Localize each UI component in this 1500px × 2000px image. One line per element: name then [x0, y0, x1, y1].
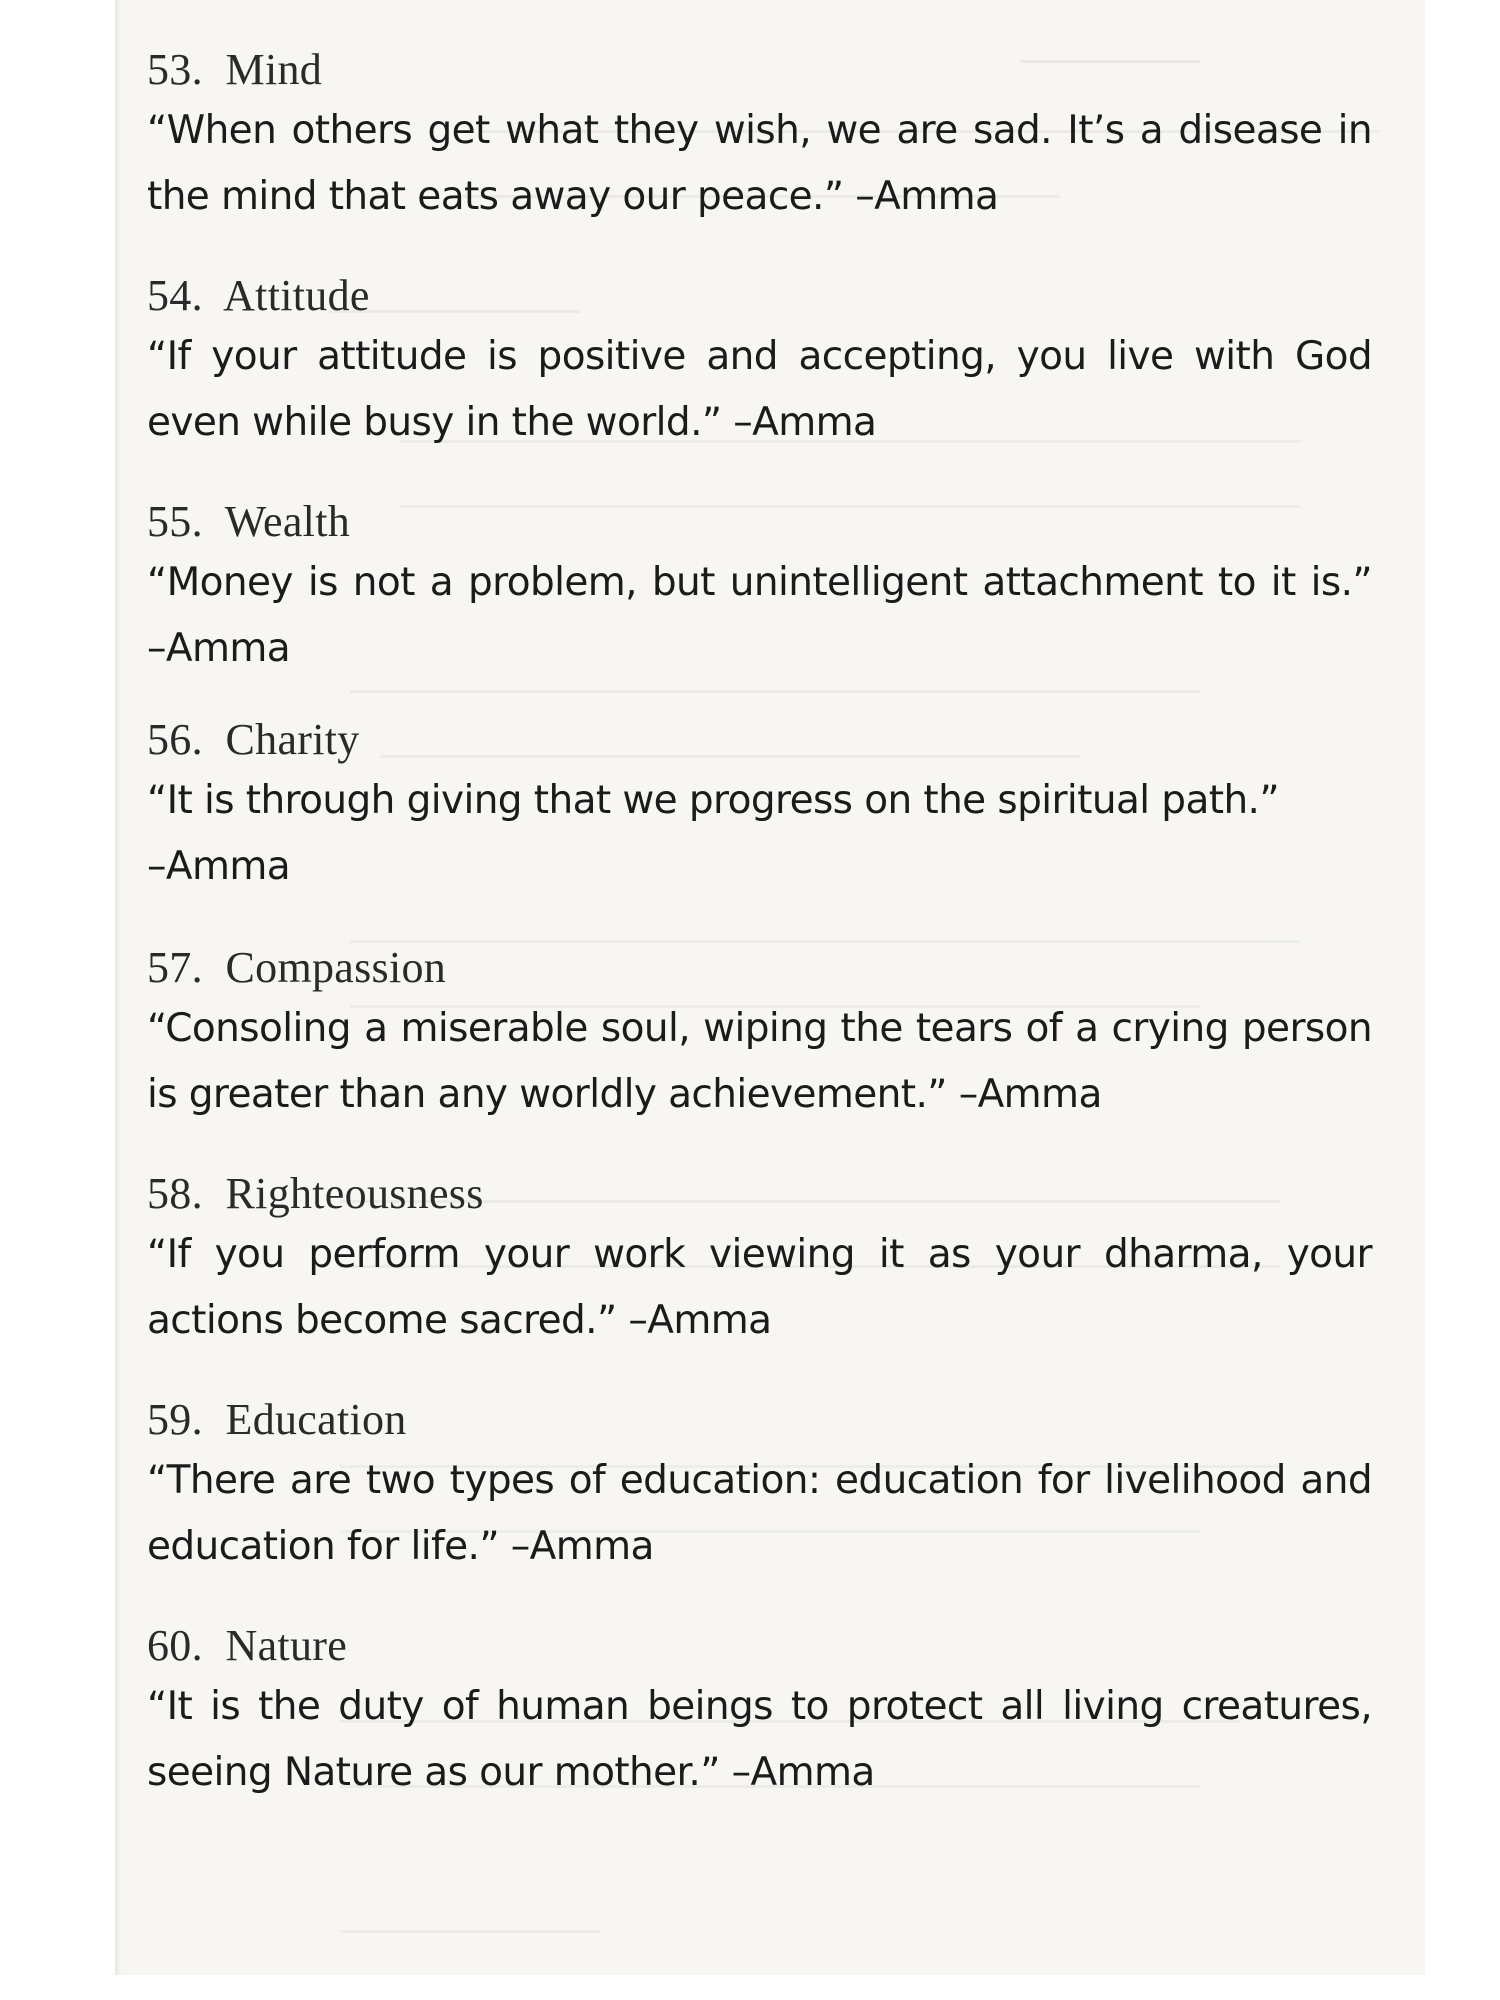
- entry-quote: [147, 996, 1372, 1128]
- entry-quote: [147, 1448, 1372, 1580]
- entry-number: 54.: [147, 271, 203, 320]
- quote-text: “If you perform your work viewing it as your dharma, your actions become sacred.”: [147, 1232, 1372, 1343]
- entry-quote: [147, 550, 1372, 682]
- entry-number: 58.: [147, 1169, 203, 1218]
- entry-heading: [147, 1166, 1372, 1222]
- entry-title: Compassion: [225, 943, 447, 992]
- entry-title: Education: [225, 1395, 407, 1444]
- entry-heading: [147, 940, 1372, 996]
- entry-quote: [147, 1674, 1372, 1806]
- entry-title: Attitude: [223, 271, 370, 320]
- entry-title: Nature: [225, 1621, 348, 1670]
- entry-number: 60.: [147, 1621, 203, 1670]
- list-item: [147, 268, 1372, 456]
- entry-title: Mind: [225, 45, 323, 94]
- entry-title: Righteousness: [225, 1169, 484, 1218]
- quote-text: “It is through giving that we progress on the spiritual path.”: [147, 778, 1279, 823]
- quotes-list: [147, 42, 1372, 1806]
- entry-heading: [147, 1618, 1372, 1674]
- quote-text: “Consoling a miserable soul, wiping the tears of a crying person is greater than any worldly achievement.”: [147, 1006, 1372, 1117]
- quote-attribution: –Amma: [731, 1750, 875, 1795]
- quote-text: “When others get what they wish, we are sad. It’s a disease in the mind that eats away our peace.”: [147, 108, 1372, 219]
- entry-number: 57.: [147, 943, 203, 992]
- quote-attribution: –Amma: [510, 1524, 654, 1569]
- quote-attribution: –Amma: [147, 626, 291, 671]
- quote-attribution: –Amma: [628, 1298, 772, 1343]
- entry-heading: [147, 1392, 1372, 1448]
- entry-number: 56.: [147, 715, 203, 764]
- entry-quote: [147, 768, 1372, 900]
- list-item: [147, 712, 1372, 900]
- quote-text: “It is the duty of human beings to protect all living creatures, seeing Nature as our mother.”: [147, 1684, 1372, 1795]
- entry-number: 59.: [147, 1395, 203, 1444]
- entry-heading: [147, 268, 1372, 324]
- quote-attribution: –Amma: [733, 400, 877, 445]
- entry-quote: [147, 1222, 1372, 1354]
- list-item: [147, 1392, 1372, 1580]
- list-item: [147, 1618, 1372, 1806]
- entry-heading: [147, 712, 1372, 768]
- entry-number: 53.: [147, 45, 203, 94]
- quote-attribution: –Amma: [958, 1072, 1102, 1117]
- entry-quote: [147, 98, 1372, 230]
- page-binding-shadow: [115, 0, 121, 1975]
- entry-heading: [147, 494, 1372, 550]
- quote-text: “Money is not a problem, but unintelligent attachment to it is.”: [147, 560, 1372, 605]
- entry-title: Wealth: [224, 497, 351, 546]
- entry-heading: [147, 42, 1372, 98]
- list-item: [147, 1166, 1372, 1354]
- quote-text: “If your attitude is positive and accepting, you live with God even while busy in the world.”: [147, 334, 1372, 445]
- entry-quote: [147, 324, 1372, 456]
- entry-number: 55.: [147, 497, 203, 546]
- quote-text: “There are two types of education: education for livelihood and education for life.”: [147, 1458, 1372, 1569]
- list-item: [147, 940, 1372, 1128]
- quote-attribution: –Amma: [855, 174, 999, 219]
- list-item: [147, 494, 1372, 682]
- entry-title: Charity: [225, 715, 360, 764]
- list-item: [147, 42, 1372, 230]
- quote-attribution: –Amma: [147, 844, 291, 889]
